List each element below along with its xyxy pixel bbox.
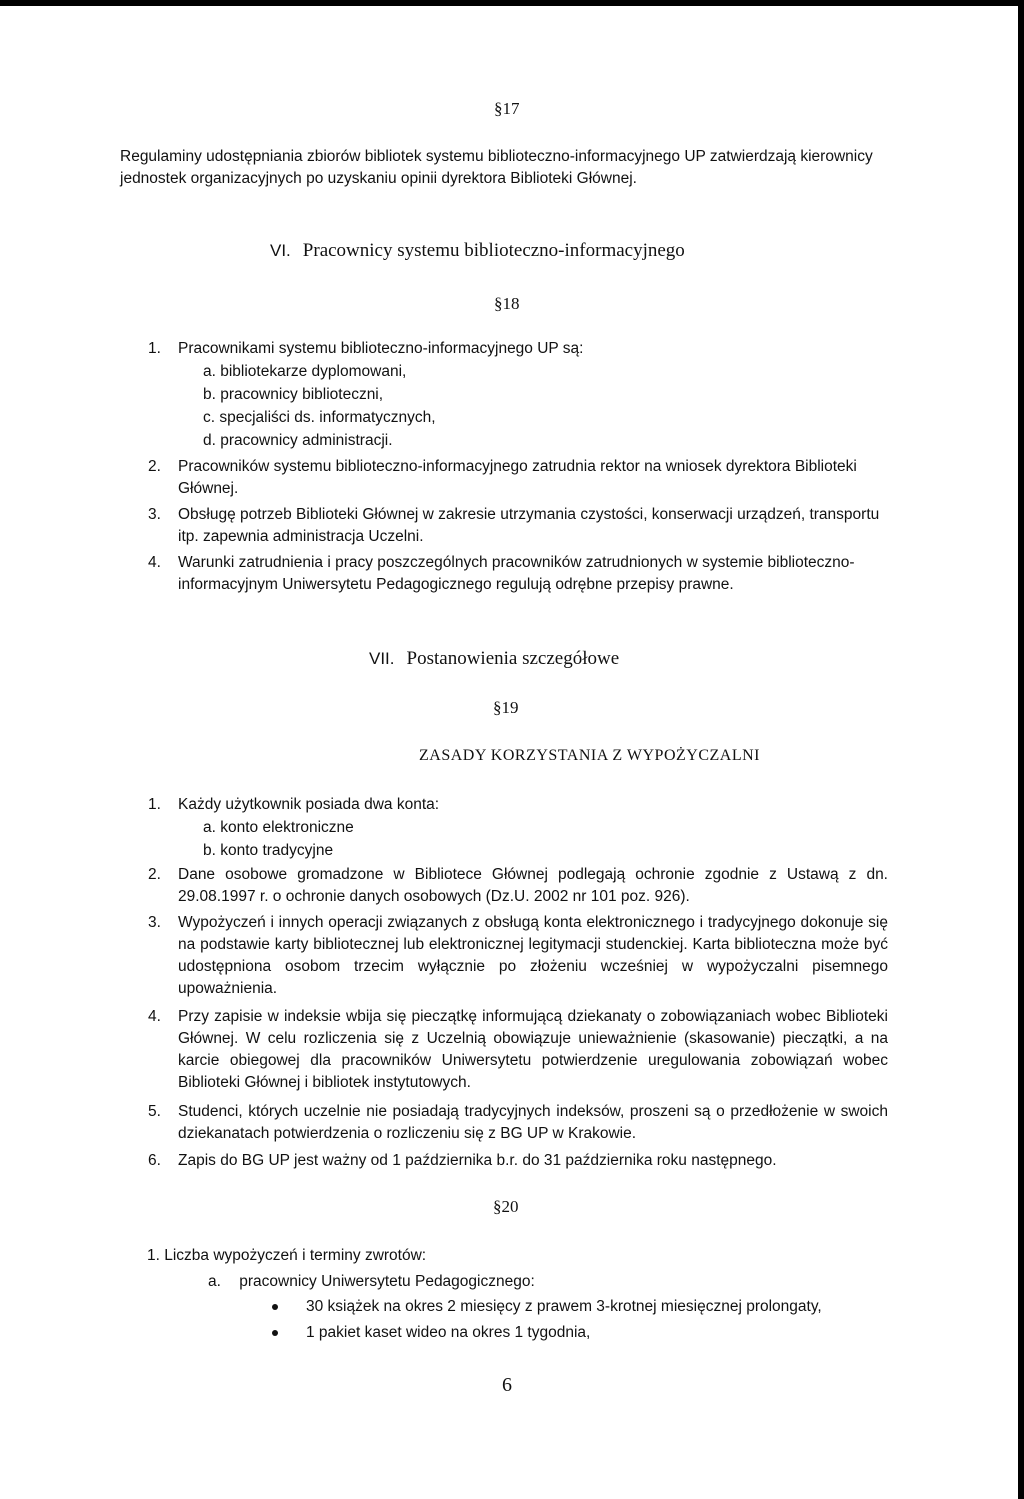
bullet-dot-icon: [272, 1330, 278, 1336]
page-number: 6: [502, 1374, 512, 1396]
chapter-6-heading: [270, 240, 685, 262]
section-19-item-1: 1. Każdy użytkownik posiada dwa konta:: [148, 796, 440, 813]
chapter-7-title: Postanowienia szczegółowe: [406, 648, 620, 669]
chapter-7-number: VII.: [369, 649, 395, 668]
chapter-6-number: VI.: [270, 241, 291, 260]
section-18-subitem-c: c. specjaliści ds. informatycznych,: [203, 409, 436, 426]
section-19-item-6: 6. Zapis do BG UP jest ważny od 1 października b.r. do 31 października roku następnego.: [148, 1152, 777, 1169]
section-20-subitem-a-text: pracownicy Uniwersytetu Pedagogicznego:: [239, 1273, 535, 1290]
section-18-item-4: 4. Warunki zatrudnienia i pracy poszczególnych pracowników zatrudnionych w systemie biblioteczno-informacyjnym Uniwersytetu Pedagogicznego regulują odrębne przepisy prawne.: [148, 554, 855, 593]
section-20-subitem-a-label: a.: [208, 1273, 221, 1290]
section-18-subitem-d: d. pracownicy administracji.: [203, 432, 393, 449]
bullet-dot-icon: [272, 1304, 278, 1310]
chapter-7-heading: [369, 648, 619, 670]
section-18-item-3: 3. Obsługę potrzeb Biblioteki Głównej w zakresie utrzymania czystości, konserwacji urządzeń, transportu itp. zapewnia administracja Uczelni.: [148, 506, 880, 545]
section-20-item-1: 1. Liczba wypożyczeń i terminy zwrotów:: [147, 1247, 427, 1264]
section-17-text: Regulaminy udostępniania zbiorów bibliotek systemu biblioteczno-informacyjnego UP zatwierdzają kierownicy jednostek organizacyjnych po uzyskaniu opinii dyrektora Biblioteki Głównej.: [120, 148, 873, 187]
section-18-item-1: 1. Pracownikami systemu biblioteczno-informacyjnego UP są:: [148, 340, 584, 357]
section-18-item-2: 2. Pracowników systemu biblioteczno-informacyjnego zatrudnia rektor na wniosek dyrektora Biblioteki Głównej.: [148, 458, 857, 497]
section-20-bullet-1: 30 książek na okres 2 miesięcy z prawem 3-krotnej miesięcznej prolongaty,: [272, 1296, 822, 1318]
section-20-subitem-a: [208, 1271, 535, 1293]
chapter-6-title: Pracownicy systemu biblioteczno-informacyjnego: [302, 240, 685, 261]
section-17-heading: §17: [494, 99, 520, 118]
section-19-item-4: 4. Przy zapisie w indeksie wbija się pieczątkę informującą dziekanaty o zobowiązaniach wobec Biblioteki Głównej. W celu rozliczenia się z Uczelnią obowiązuje unieważnienie (skasowanie) pieczątki, a na karcie obiegowej dla pracowników Uniwersytetu potwierdzenie uregulowania zobowiązań wobec Biblioteki Głównej i bibliotek instytutowych.: [148, 1008, 888, 1091]
section-19-item-3: 3. Wypożyczeń i innych operacji związanych z obsługą konta elektronicznego i tradycyjnego dokonuje się na podstawie karty bibliotecznej lub elektronicznej legitymacji studenckiej. Karta biblioteczna może być udostępniona osobom trzecim wyłącznie po złożeniu wcześniej w wypożyczalni pisemnego upoważnienia.: [148, 914, 888, 997]
section-19-item-2: 2. Dane osobowe gromadzone w Bibliotece Głównej podlegają ochronie zgodnie z Ustawą z dn. 29.08.1997 r. o ochronie danych osobowych (Dz.U. 2002 nr 101 poz. 926).: [148, 866, 888, 905]
section-19-title: ZASADY KORZYSTANIA Z WYPOŻYCZALNI: [419, 747, 760, 764]
section-19-heading: §19: [493, 698, 519, 717]
section-19-subitem-b: b. konto tradycyjne: [203, 842, 334, 859]
section-18-subitem-b: b. pracownicy biblioteczni,: [203, 386, 384, 403]
section-20-heading: §20: [493, 1197, 519, 1216]
section-18-heading: §18: [494, 294, 520, 313]
section-18-subitem-a: a. bibliotekarze dyplomowani,: [203, 363, 407, 380]
section-20-bullet-2: 1 pakiet kaset wideo na okres 1 tygodnia,: [272, 1322, 590, 1344]
section-19-item-5: 5. Studenci, których uczelnie nie posiadają tradycyjnych indeksów, proszeni są o przedłożenie w swoich dziekanatach potwierdzenia o rozliczeniu się z BG UP w Krakowie.: [148, 1103, 888, 1142]
section-19-subitem-a: a. konto elektroniczne: [203, 819, 354, 836]
